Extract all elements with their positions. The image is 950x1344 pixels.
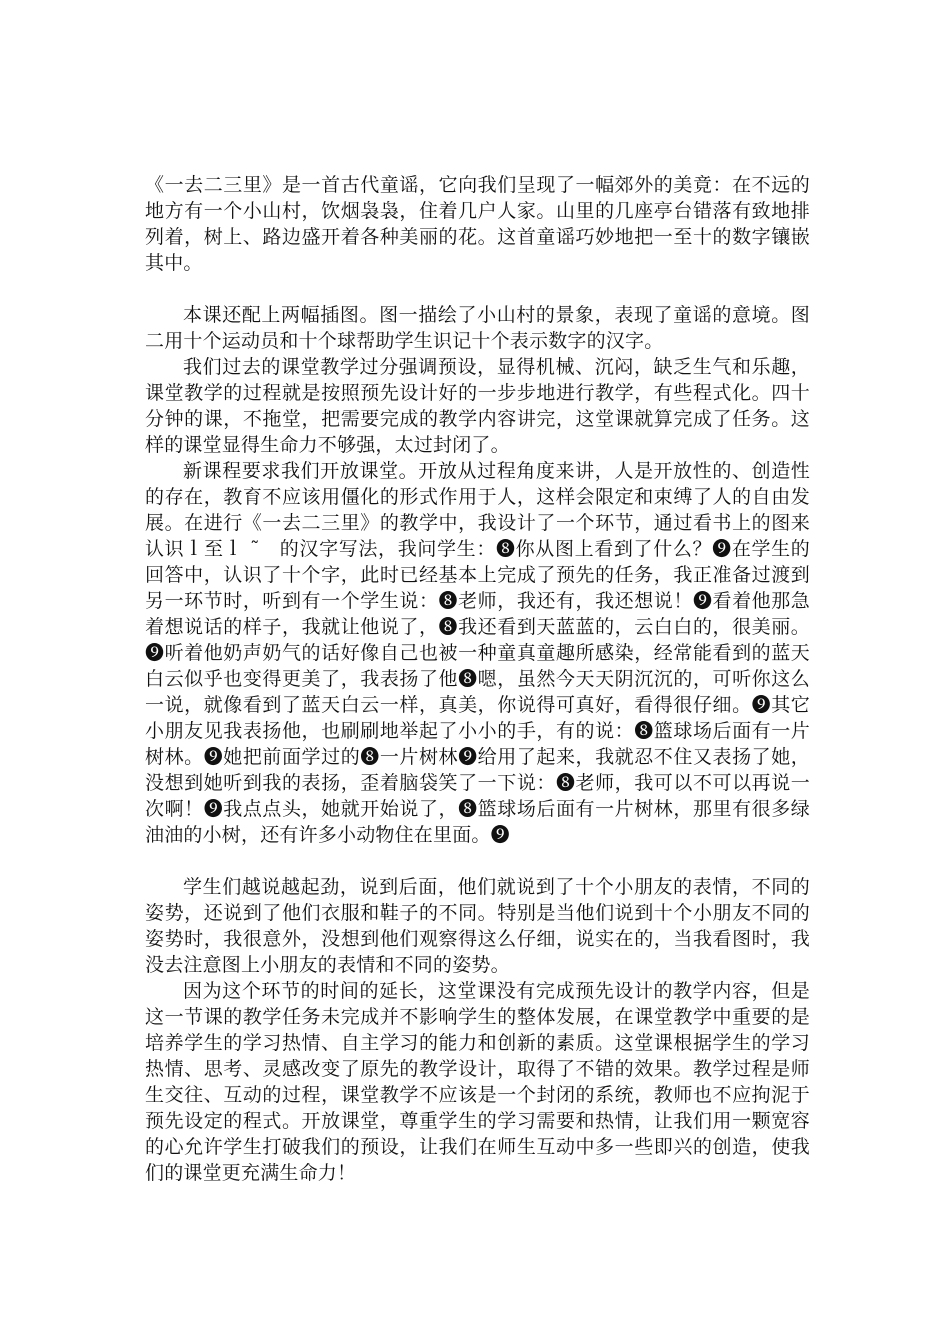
paragraph-illustrations: 本课还配上两幅插图。图一描绘了小山村的景象，表现了童谣的意境。图二用十个运动员和十个球帮助学生识记十个表示数字的汉字。 bbox=[145, 304, 810, 352]
paragraph-open-classroom: 新课程要求我们开放课堂。开放从过程角度来讲，人是开放性的、创造性的存在，教育不应该用僵化的形式作用于人，这样会限定和束缚了人的自由发展。在进行《一去二三里》的教学中，我设计了一个环节，通过看书上的图来认识ｌ至ｌ ˜ 的汉字写法，我问学生：❽你从图上看到了什么？❾在学生的回答中，认识了十个字，此时已经基本上完成了预先的任务，我正准备过渡到另一环节时，听到有一个学生说：❽老师，我还有，我还想说！❾看着他那急着想说话的样子，我就让他说了，❽我还看到天蓝蓝的，云白白的，很美丽。❾听着他奶声奶气的话好像自己也被一种童真童趣所感染，经常能看到的蓝天白云似乎也变得更美了，我表扬了他❽嗯，虽然今天天阴沉沉的，可听你这么一说，就像看到了蓝天白云一样，真美，你说得可真好，看得很仔细。❾其它小朋友见我表扬他，也刷刷地举起了小小的手，有的说：❽篮球场后面有一片树林。❾她把前面学过的❽一片树林❾给用了起来，我就忍不住又表扬了她，没想到她听到我的表扬，歪着脑袋笑了一下说：❽老师，我可以不可以再说一次啊！❾我点点头，她就开始说了，❽篮球场后面有一片树林，那里有很多绿油油的小树，还有许多小动物住在里面。❾ bbox=[145, 460, 810, 846]
paragraph-intro: 《一去二三里》是一首古代童谣，它向我们呈现了一幅郊外的美竟：在不远的地方有一个小山村，饮烟袅袅，住着几户人家。山里的几座亭台错落有致地排列着，树上、路边盛开着各种美丽的花。这首童谣巧妙地把一至十的数字镶嵌其中。 bbox=[145, 174, 810, 274]
paragraph-students-observe: 学生们越说越起劲，说到后面，他们就说到了十个小朋友的表情，不同的姿势，还说到了他们衣服和鞋子的不同。特别是当他们说到十个小朋友不同的姿势时，我很意外，没想到他们观察得这么仔细，说实在的，当我看图时，我没去注意图上小朋友的表情和不同的姿势。 bbox=[145, 876, 810, 976]
document-body bbox=[145, 172, 810, 1186]
paragraph-past-teaching: 我们过去的课堂教学过分强调预设，显得机械、沉闷，缺乏生气和乐趣，课堂教学的过程就是按照预先设计好的一步步地进行教学，有些程式化。四十分钟的课，不拖堂，把需要完成的教学内容讲完，这堂课就算完成了任务。这样的课堂显得生命力不够强，太过封闭了。 bbox=[145, 356, 810, 456]
paragraph-conclusion: 因为这个环节的时间的延长，这堂课没有完成预先设计的教学内容，但是这一节课的教学任务未完成并不影响学生的整体发展，在课堂教学中重要的是培养学生的学习热情、自主学习的能力和创新的素质。这堂课根据学生的学习热情、思考、灵感改变了原先的教学设计，取得了不错的效果。教学过程是师生交往、互动的过程，课堂教学不应该是一个封闭的系统，教师也不应拘泥于预先设定的程式。开放课堂，尊重学生的学习需要和热情，让我们用一颗宽容的心允许学生打破我们的预设，让我们在师生互动中多一些即兴的创造，使我们的课堂更充满生命力！ bbox=[145, 980, 810, 1184]
